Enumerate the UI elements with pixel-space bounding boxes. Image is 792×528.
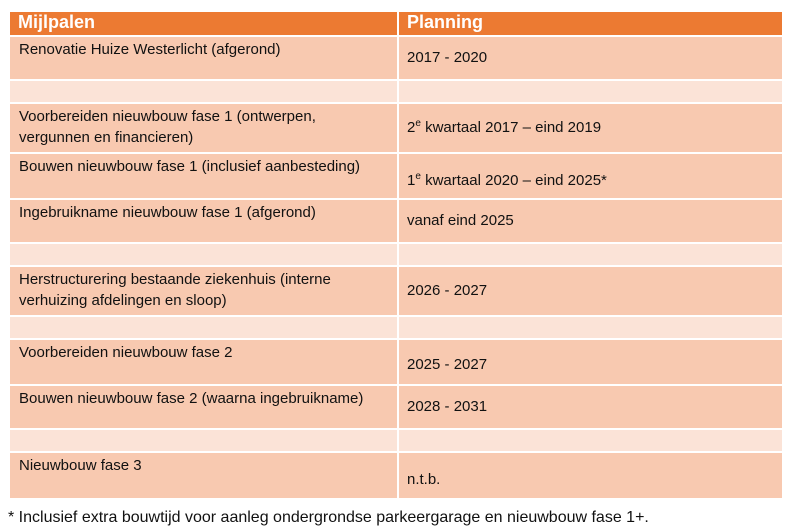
footnote: * Inclusief extra bouwtijd voor aanleg ondergrondse parkeergarage en nieuwbouw fase 1+. [8,509,649,526]
milestone-cell: Nieuwbouw fase 3 [9,452,398,499]
planning-cell: 2e kwartaal 2017 – eind 2019 [398,103,783,153]
planning-cell: vanaf eind 2025 [398,199,783,243]
milestone-cell: Ingebruikname nieuwbouw fase 1 (afgerond) [9,199,398,243]
table-row [9,339,783,385]
header-planning: Planning [398,11,783,36]
planning-cell: 2025 - 2027 [398,339,783,385]
milestone-cell: Renovatie Huize Westerlicht (afgerond) [9,36,398,80]
planning-cell: n.t.b. [398,452,783,499]
header-milestones: Mijlpalen [9,11,398,36]
table-row [9,199,783,243]
planning-cell: 2026 - 2027 [398,266,783,316]
milestone-cell: Voorbereiden nieuwbouw fase 2 [9,339,398,385]
milestone-cell: Bouwen nieuwbouw fase 2 (waarna ingebruikname) [9,385,398,429]
table-row [9,266,783,316]
spacer-row [9,429,783,452]
table-header-row [9,11,783,36]
table-row [9,452,783,499]
spacer-row [9,80,783,103]
milestone-cell: Bouwen nieuwbouw fase 1 (inclusief aanbesteding) [9,153,398,199]
spacer-row [9,316,783,339]
milestone-cell: Voorbereiden nieuwbouw fase 1 (ontwerpen, vergunnen en financieren) [9,103,398,153]
planning-cell: 1e kwartaal 2020 – eind 2025* [398,153,783,199]
planning-cell: 2017 - 2020 [398,36,783,80]
milestone-cell: Herstructurering bestaande ziekenhuis (interne verhuizing afdelingen en sloop) [9,266,398,316]
table-row [9,385,783,429]
planning-cell: 2028 - 2031 [398,385,783,429]
table-row [9,153,783,199]
milestones-table [8,10,784,500]
spacer-row [9,243,783,266]
table-row [9,103,783,153]
table-row [9,36,783,80]
